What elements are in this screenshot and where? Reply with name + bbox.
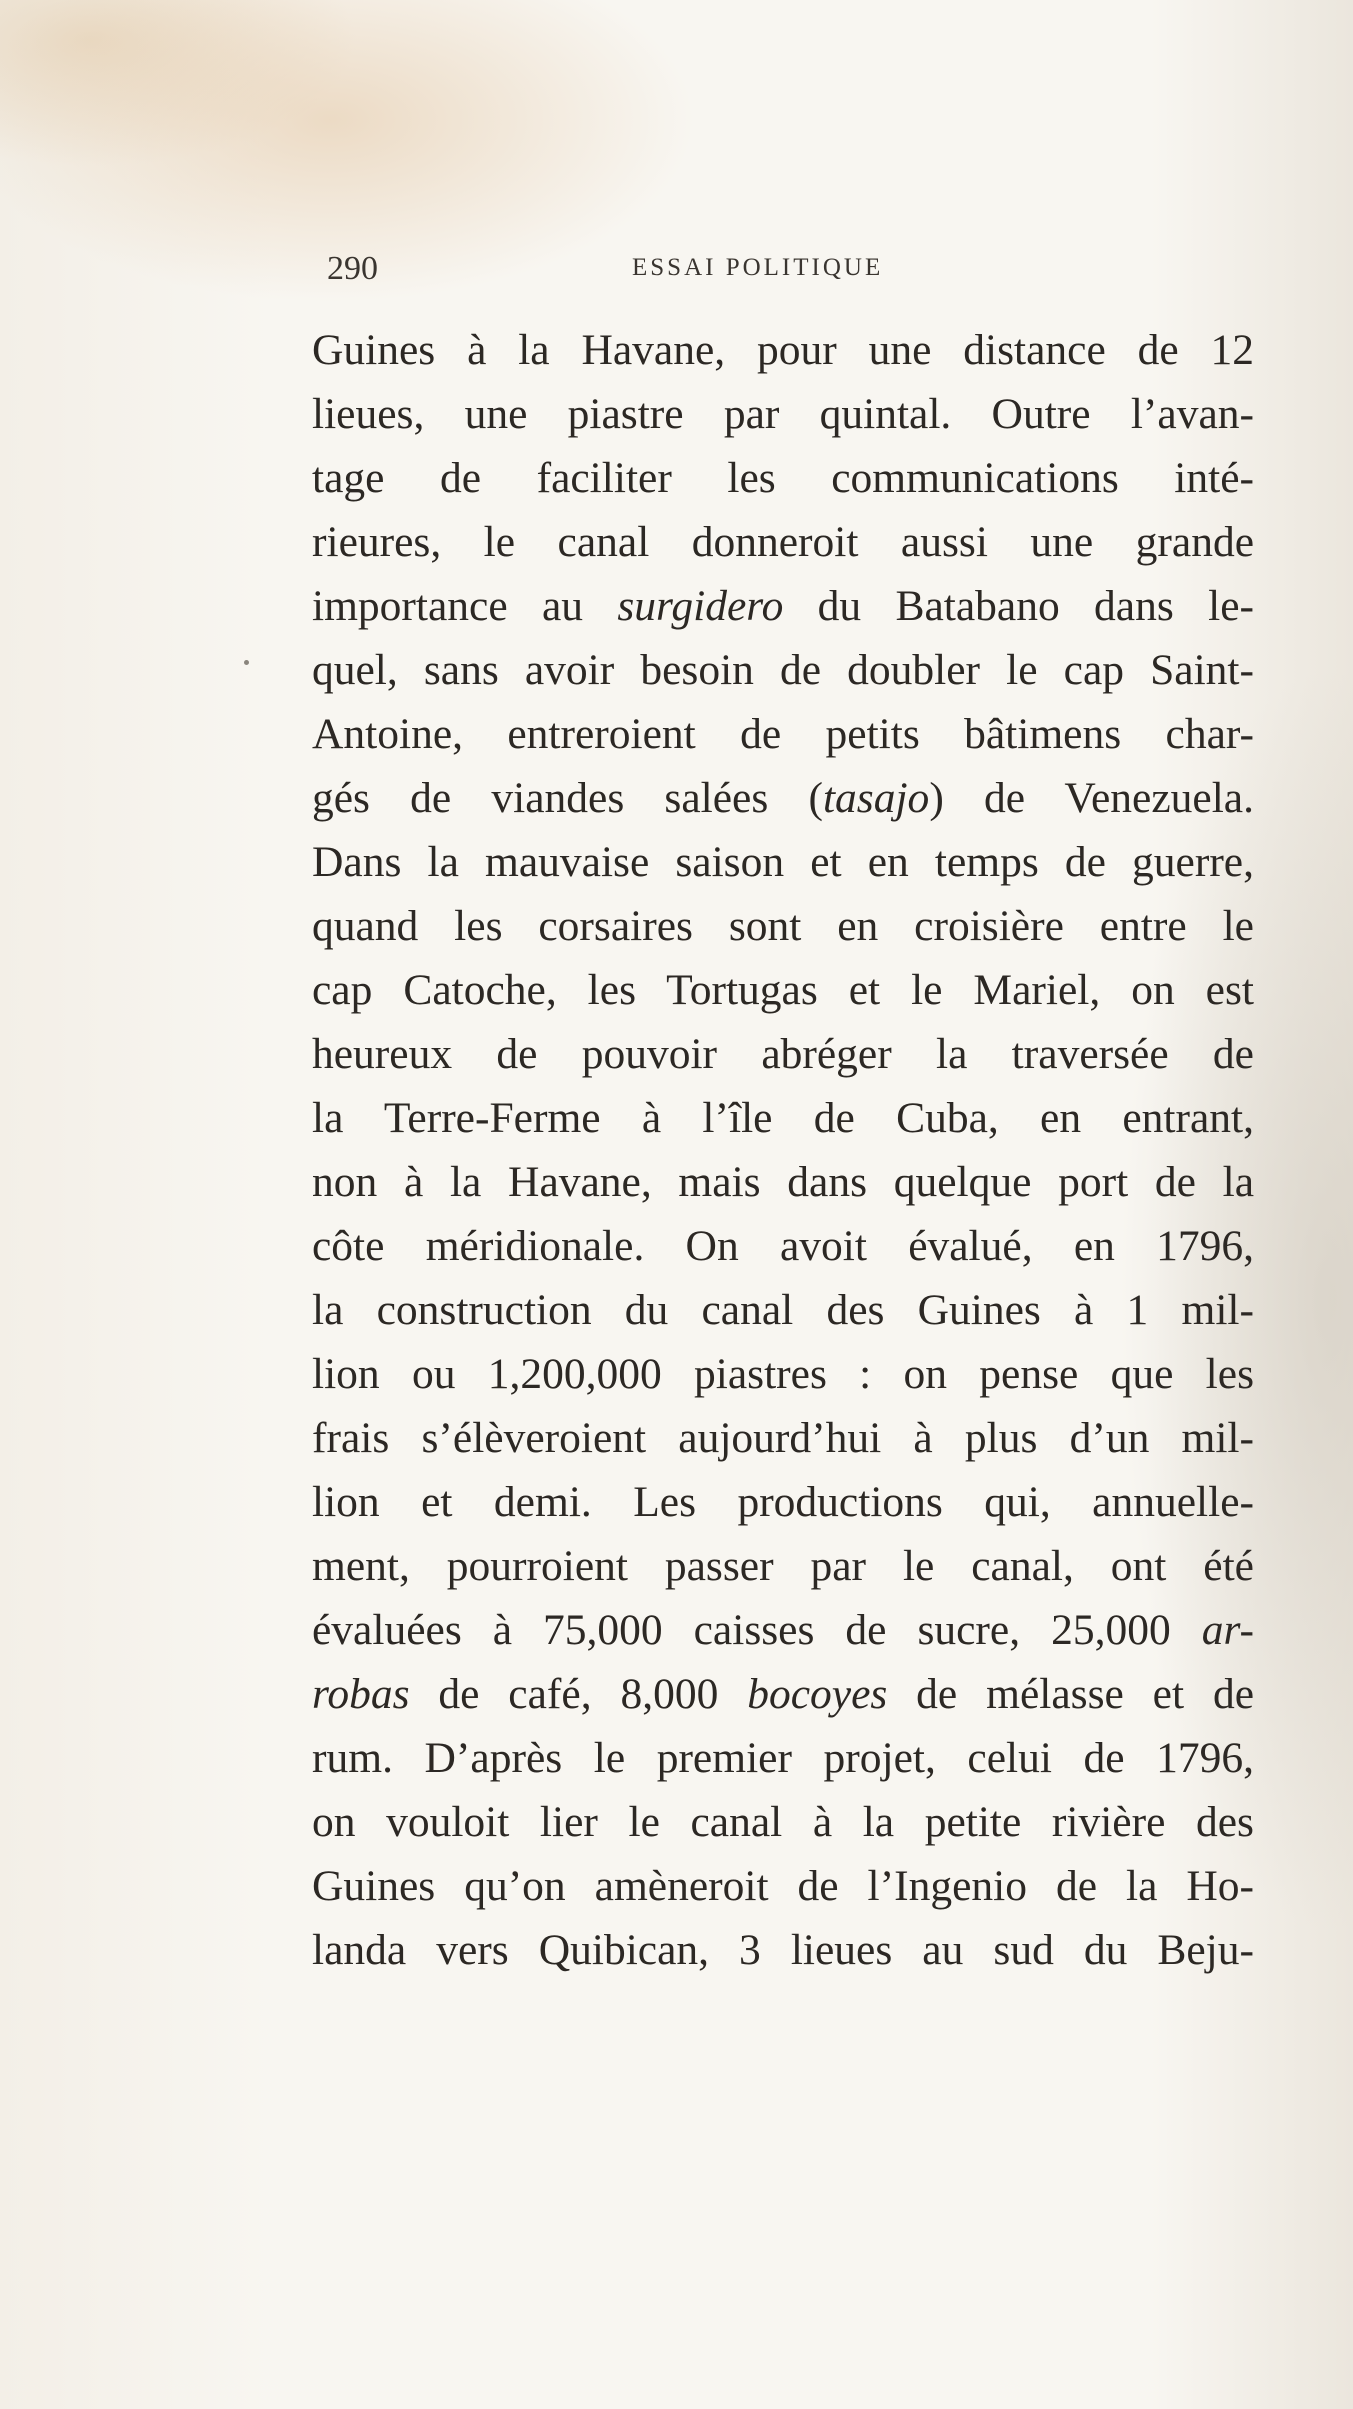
text-line: gés de viandes salées (tasajo) de Venezuela.	[312, 774, 1254, 822]
italic-term: tasajo	[822, 774, 930, 822]
text-line: landa vers Quibican, 3 lieues au sud du Beju-	[312, 1926, 1254, 1974]
text-line: importance au surgidero du Batabano dans le-	[312, 582, 1254, 630]
text-line: cap Catoche, les Tortugas et le Mariel, on est	[312, 966, 1254, 1014]
text-line: rieures, le canal donneroit aussi une grande	[312, 518, 1254, 566]
italic-term: robas	[312, 1670, 410, 1718]
text-line: Guines qu’on amèneroit de l’Ingenio de la Ho-	[312, 1862, 1254, 1910]
text-line: robas de café, 8,000 bocoyes de mélasse et de	[312, 1670, 1254, 1718]
text-line: évaluées à 75,000 caisses de sucre, 25,000 ar-	[312, 1606, 1254, 1654]
text-line: heureux de pouvoir abréger la traversée de	[312, 1030, 1254, 1078]
text-line: frais s’élèveroient aujourd’hui à plus d’un mil-	[312, 1414, 1254, 1462]
text-line: lion ou 1,200,000 piastres : on pense que les	[312, 1350, 1254, 1398]
page-number: 290	[327, 250, 378, 287]
italic-term: ar-	[1201, 1606, 1254, 1654]
running-head: ESSAI POLITIQUE	[632, 254, 884, 281]
text-line: rum. D’après le premier projet, celui de 1796,	[312, 1734, 1254, 1782]
italic-term: surgidero	[617, 582, 784, 630]
text-line: la Terre-Ferme à l’île de Cuba, en entrant,	[312, 1094, 1254, 1142]
text-line: tage de faciliter les communications inté-	[312, 454, 1254, 502]
text-line: ment, pourroient passer par le canal, ont été	[312, 1542, 1254, 1590]
text-line: lieues, une piastre par quintal. Outre l’avan-	[312, 390, 1254, 438]
text-line: Guines à la Havane, pour une distance de 12	[312, 326, 1254, 374]
text-line: côte méridionale. On avoit évalué, en 1796,	[312, 1222, 1254, 1270]
text-line: quel, sans avoir besoin de doubler le cap Saint-	[312, 646, 1254, 694]
text-line: non à la Havane, mais dans quelque port de la	[312, 1158, 1254, 1206]
text-line: Antoine, entreroient de petits bâtimens char-	[312, 710, 1254, 758]
text-line: lion et demi. Les productions qui, annuelle-	[312, 1478, 1254, 1526]
text-line: quand les corsaires sont en croisière entre le	[312, 902, 1254, 950]
text-line: la construction du canal des Guines à 1 mil-	[312, 1286, 1254, 1334]
page-header	[327, 250, 1227, 294]
text-line: on vouloit lier le canal à la petite rivière des	[312, 1798, 1254, 1846]
body-text	[312, 318, 1254, 1982]
text-line: Dans la mauvaise saison et en temps de guerre,	[312, 838, 1254, 886]
ink-speck	[244, 660, 249, 665]
italic-term: bocoyes	[747, 1670, 888, 1718]
